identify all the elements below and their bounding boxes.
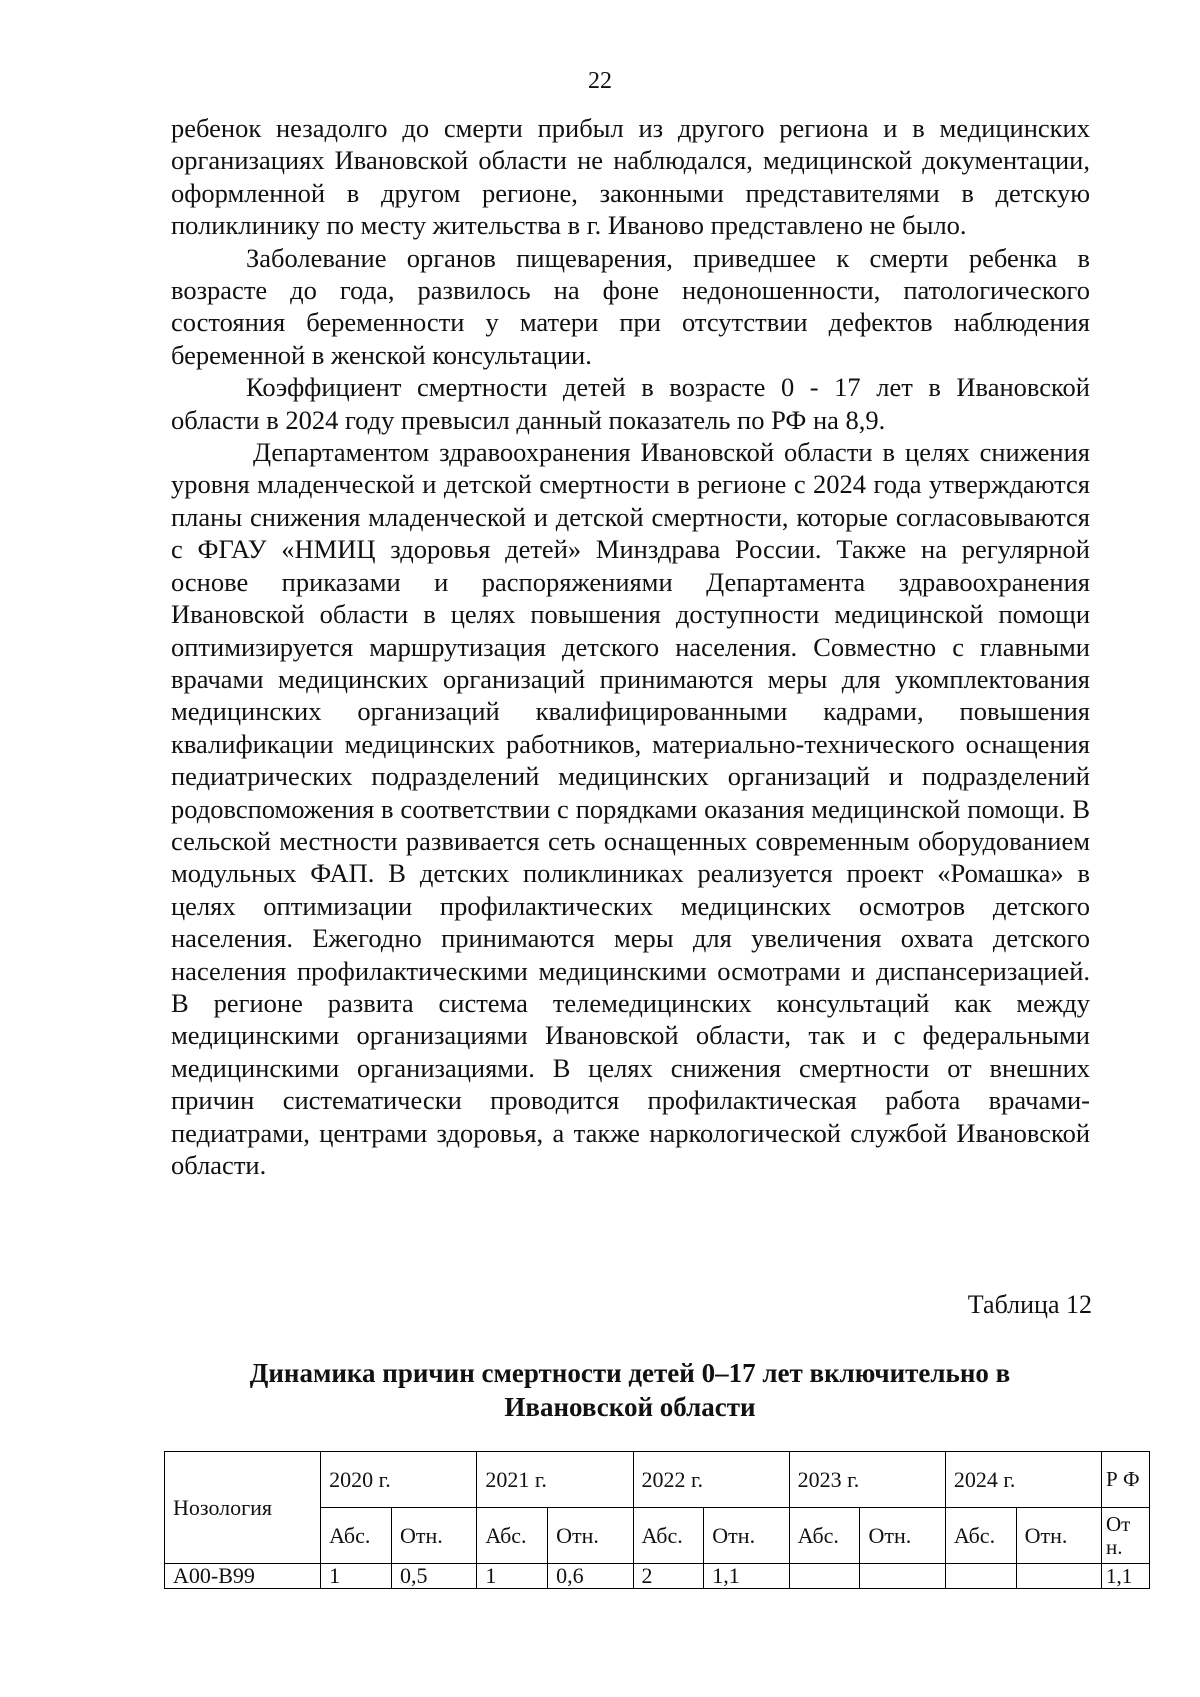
value-cell: 0,5 [391,1564,476,1589]
paragraph-mortality-coefficient: Коэффициент смертности детей в возрасте 0 - 17 лет в Ивановской области в 2024 году превысил данный показатель по РФ на 8,9. [171,372,1090,435]
rel-header: Отн. [391,1508,476,1564]
value-cell [1016,1564,1101,1589]
table-title-line-2: Ивановской области [504,1392,756,1422]
abs-header: Абс. [321,1508,392,1564]
year-header-2023: 2023 г. [789,1452,945,1508]
rel-header: Отн. [1016,1508,1101,1564]
table-row [165,1564,1150,1589]
table-title [150,1356,1110,1424]
year-header-2020: 2020 г. [321,1452,477,1508]
abs-header: Абс. [945,1508,1016,1564]
value-cell [860,1564,945,1589]
value-cell: 2 [633,1564,704,1589]
abs-header: Абс. [477,1508,548,1564]
value-cell: 1,1 [704,1564,789,1589]
paragraph-continuation: ребенок незадолго до смерти прибыл из другого региона и в медицинских организациях Ивановской области не наблюдался, медицинской документации, оформленной в другом регионе, законными представителями в детскую поликлинику по месту жительства в г. Иваново представлено не было. [171,113,1090,241]
abs-header: Абс. [789,1508,860,1564]
page-number: 22 [588,68,612,94]
rel-header: Отн. [704,1508,789,1564]
year-header-2022: 2022 г. [633,1452,789,1508]
value-cell: 0,6 [548,1564,633,1589]
table-header-years-row [165,1452,1150,1508]
mortality-causes-table [164,1451,1150,1589]
year-header-2024: 2024 г. [945,1452,1101,1508]
rel-header: Отн. [860,1508,945,1564]
value-cell [789,1564,860,1589]
body-text [171,112,1090,1181]
value-cell: 1 [477,1564,548,1589]
rf-rel-header: От н. [1102,1508,1150,1564]
value-cell [945,1564,1016,1589]
rf-header: Р Ф [1102,1452,1150,1508]
nosology-cell: А00-В99 [165,1564,321,1589]
year-header-2021: 2021 г. [477,1452,633,1508]
rf-value-cell: 1,1 [1102,1564,1150,1589]
abs-header: Абс. [633,1508,704,1564]
table-caption: Таблица 12 [967,1290,1092,1319]
table-title-line-1: Динамика причин смертности детей 0–17 лет включительно в [249,1358,1011,1388]
paragraph-digestive-disease: Заболевание органов пищеварения, приведшее к смерти ребенка в возрасте до года, развилось на фоне недоношенности, патологического состояния беременности у матери при отсутствии дефектов наблюдения беременной в женской консультации. [171,242,1090,370]
nosology-header: Нозология [165,1452,321,1564]
rel-header: Отн. [548,1508,633,1564]
value-cell: 1 [321,1564,392,1589]
paragraph-department-measures: Департаментом здравоохранения Ивановской области в целях снижения уровня младенческой и детской смертности в регионе с 2024 года утверждаются планы снижения младенческой и детской смертности, которые согласовываются с ФГАУ «НМИЦ здоровья детей» Минздрава России. Также на регулярной основе приказами и распоряжениями Департамента здравоохранения Ивановской области в целях повышения доступности медицинской помощи оптимизируется маршрутизация детского населения. Совместно с главными врачами медицинских организаций принимаются меры для укомплектования медицинских организаций квалифицированными кадрами, повышения квалификации медицинских работников, материально-технического оснащения педиатрических подразделений медицинских организаций и подразделений родовспоможения в соответствии с порядками оказания медицинской помощи. В сельской местности развивается сеть оснащенных современным оборудованием модульных ФАП. В детских поликлиниках реализуется проект «Ромашка» в целях оптимизации профилактических медицинских осмотров детского населения. Ежегодно принимаются меры для увеличения охвата детского населения профилактическими медицинскими осмотрами и диспансеризацией. В регионе развита система телемедицинских консультаций как между медицинскими организациями Ивановской области, так и с федеральными медицинскими организациями. В целях снижения смертности от внешних причин систематически проводится профилактическая работа врачами-педиатрами, центрами здоровья, а также наркологической службой Ивановской области. [171,437,1090,1180]
